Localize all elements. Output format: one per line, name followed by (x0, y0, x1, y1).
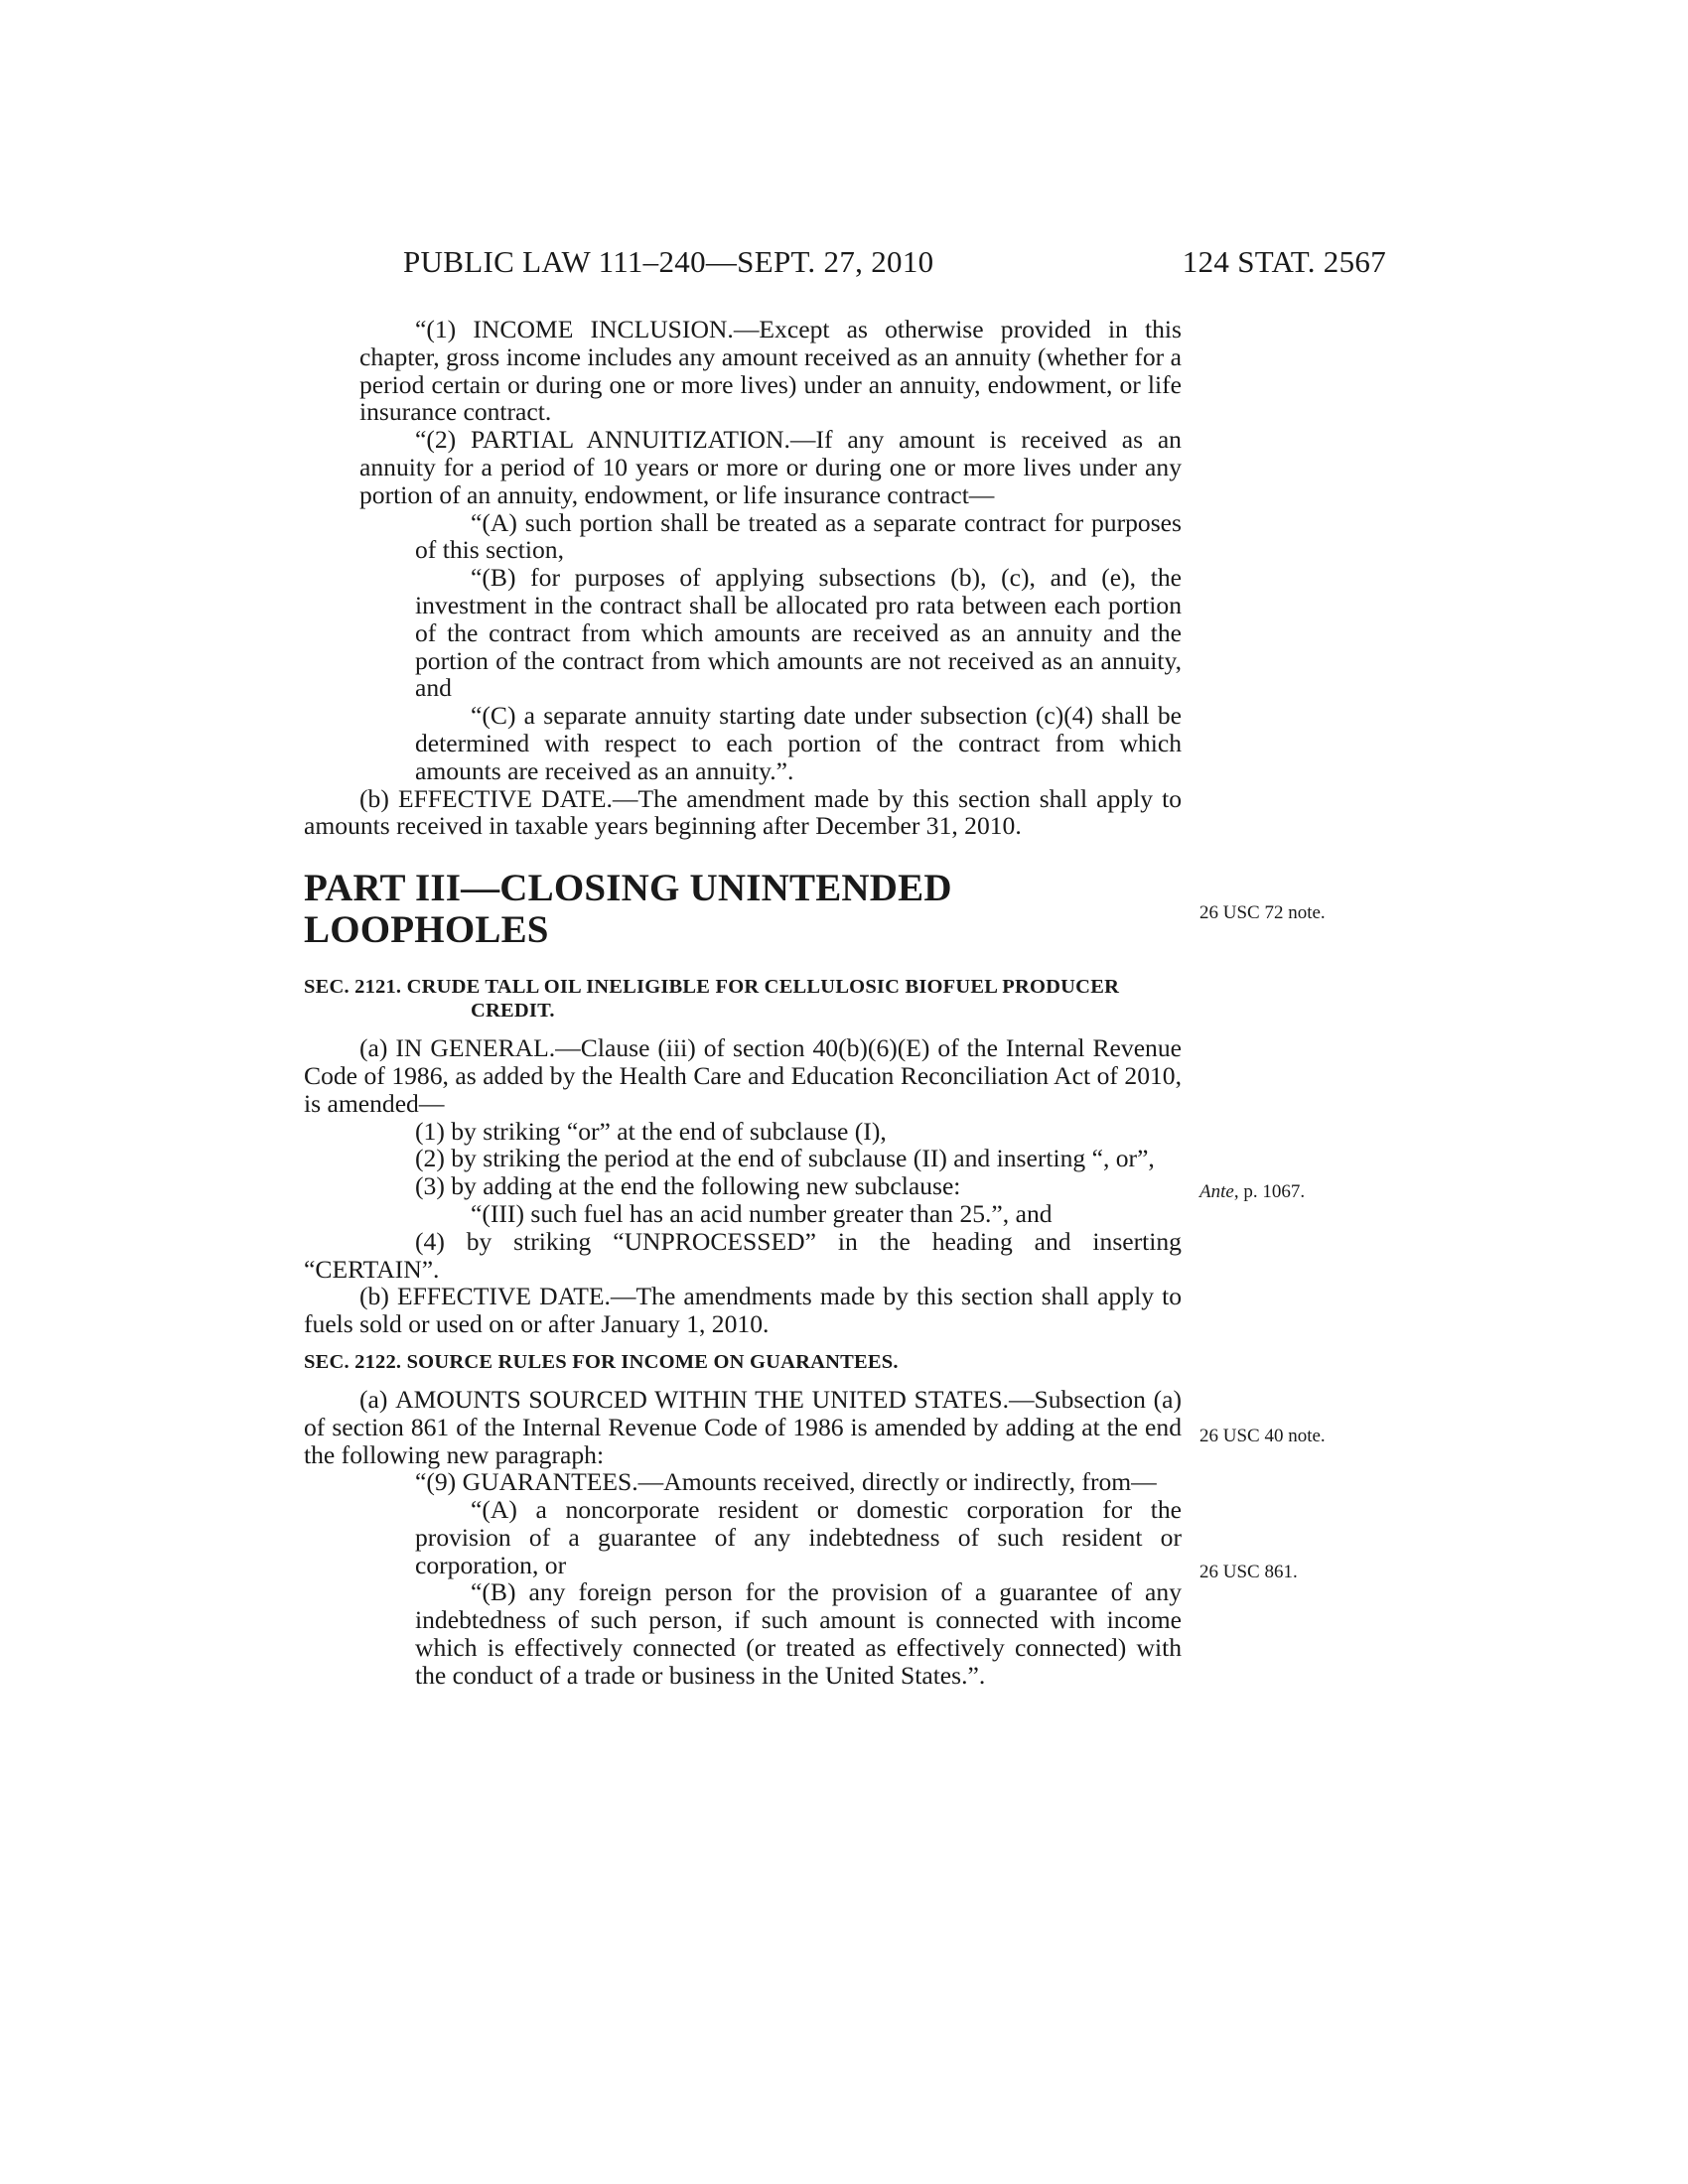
subsection-letter: (a) (359, 1033, 396, 1063)
subsection-heading: IN GENERAL (395, 1033, 549, 1063)
paragraph-text: .—If any amount is received as an annuity for a period of 10 years or more or during one or more lives under any portion of an annuity, endowment, or life insurance contract— (359, 425, 1182, 509)
header-stat-page: 124 STAT. 2567 (1182, 244, 1386, 279)
section-2122-paragraph-9 (304, 1468, 1182, 1496)
struck-word: UNPROCESSED (624, 1226, 805, 1256)
section-2121-heading: SEC. 2121. CRUDE TALL OIL INELIGIBLE FOR CELLULOSIC BIOFUEL PRODUCER CREDIT. (304, 976, 1120, 1023)
subparagraph-2C: “(C) a separate annuity starting date under subsection (c)(4) shall be determined with respect to each portion of the contract from which amounts are received as an annuity.”. (415, 701, 1182, 785)
section-2121-subclause-III: “(III) such fuel has an acid number greater than 25.”, and (471, 1198, 1053, 1228)
section-2121-paragraph-2: (2) by striking the period at the end of subclause (II) and inserting “, or”, (415, 1144, 1155, 1173)
paragraph-1-income-inclusion (304, 316, 1182, 426)
main-text-column (304, 316, 1182, 1690)
margin-note-26-usc-861: 26 USC 861. (1199, 1562, 1298, 1582)
paragraph-text: ”. (421, 1254, 440, 1284)
paragraph-number: “(2) (415, 425, 471, 455)
running-header (304, 244, 1386, 284)
margin-note-26-usc-40: 26 USC 40 note. (1199, 1426, 1326, 1446)
subsection-heading: AMOUNTS SOURCED WITHIN THE UNITED STATES (395, 1384, 1003, 1414)
paragraph-number: “(9) (415, 1467, 463, 1497)
part-heading: PART III—CLOSING UNINTENDED LOOPHOLES (304, 867, 952, 952)
paragraph-text: (4) by striking “ (415, 1226, 625, 1256)
section-2122-subsection-a (304, 1386, 1182, 1468)
subsection-text: .—The amendment made by this section shall apply to amounts received in taxable years beginning after December 31, 2010. (304, 783, 1183, 841)
subsection-text: .—Subsection (a) of section 861 of the Internal Revenue Code of 1986 is amended by adding at the end the following new paragraph: (304, 1384, 1182, 1469)
section-2121-paragraph-1: (1) by striking “or” at the end of subclause (I), (415, 1116, 887, 1146)
subsection-letter: (b) (359, 783, 398, 813)
paragraph-heading: PARTIAL ANNUITIZATION (470, 425, 784, 455)
section-2121-subsection-a (304, 1034, 1182, 1117)
section-2122-subparagraph-A: “(A) a noncorporate resident or domestic corporation for the provision of a guarantee of any indebtedness of such resident or corporation, or (415, 1495, 1182, 1579)
section-2121-paragraph-4 (304, 1228, 1182, 1284)
subsection-letter: (b) (359, 1282, 397, 1311)
inserted-word: CERTAIN (315, 1254, 422, 1284)
subsection-b-effective-date (304, 785, 1182, 841)
subsection-text: .—The amendments made by this section shall apply to fuels sold or used on or after January 1, 2010. (304, 1282, 1182, 1339)
section-2121-paragraph-3: (3) by adding at the end the following new subclause: (415, 1171, 961, 1201)
margin-note-26-usc-72: 26 USC 72 note. (1199, 902, 1326, 923)
section-2122-subparagraph-B: “(B) any foreign person for the provision of a guarantee of any indebtedness of such person, if such amount is connected with income which is effectively connected (or treated as effectively connected) with the conduct of a trade or business in the United States.”. (415, 1577, 1182, 1690)
subsection-heading: EFFECTIVE DATE (397, 783, 607, 813)
margin-note-italic: Ante (1199, 1181, 1234, 1202)
section-2121-subsection-b (304, 1283, 1182, 1338)
subsection-letter: (a) (359, 1384, 396, 1414)
paragraph-number: “(1) (415, 315, 474, 343)
paragraph-text: .—Amounts received, directly or indirectly, from— (632, 1467, 1157, 1497)
paragraph-2-partial-annuitization (304, 426, 1182, 508)
paragraph-heading: INCOME INCLUSION (473, 315, 728, 343)
paragraph-text: .—Except as otherwise provided in this chapter, gross income includes any amount received as an annuity (whether for a period certain or during one or more lives) under an annuity, endowment, or life insurance contract. (359, 315, 1182, 427)
margin-note-ante (1199, 1181, 1305, 1203)
section-2122-heading: SEC. 2122. SOURCE RULES FOR INCOME ON GUARANTEES. (304, 1350, 899, 1373)
subsection-text: .—Clause (iii) of section 40(b)(6)(E) of the Internal Revenue Code of 1986, as added by the Health Care and Education Reconciliation Act of 2010, is amended— (304, 1033, 1183, 1118)
paragraph-heading: GUARANTEES (462, 1467, 633, 1497)
subparagraph-2A: “(A) such portion shall be treated as a separate contract for purposes of this section, (415, 507, 1182, 565)
margin-note-page: , p. 1067. (1233, 1181, 1306, 1202)
subsection-heading: EFFECTIVE DATE (396, 1282, 605, 1311)
header-public-law: PUBLIC LAW 111–240—SEPT. 27, 2010 (403, 244, 934, 279)
paragraph-text: ” in the heading and inserting “ (304, 1226, 1182, 1284)
subparagraph-2B: “(B) for purposes of applying subsections (b), (c), and (e), the investment in the contract shall be allocated pro rata between each portion of the contract from which amounts are received as an annuity and the portion of the contract from which amounts are not received as an annuity, and (415, 563, 1182, 703)
